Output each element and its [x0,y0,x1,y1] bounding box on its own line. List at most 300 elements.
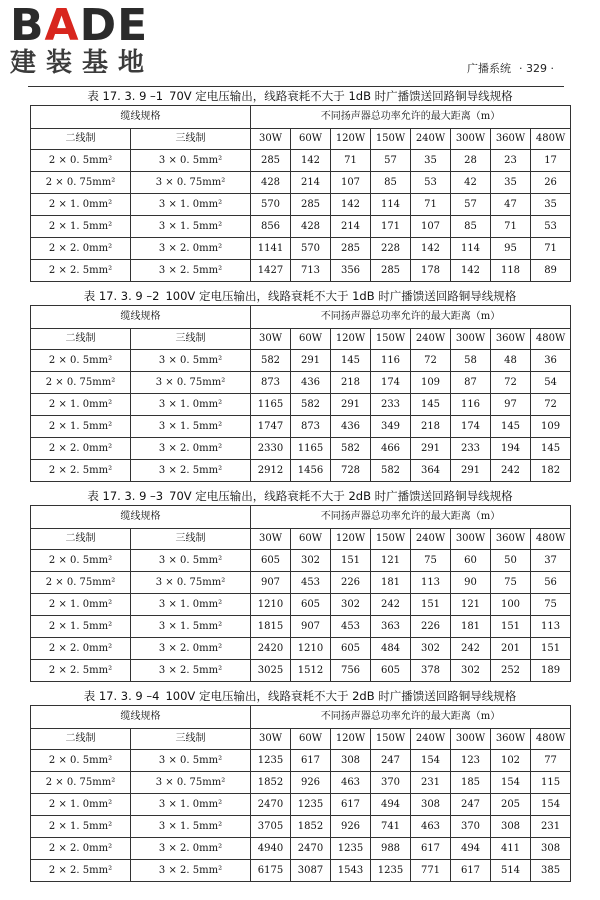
distance-cell: 582 [331,438,371,460]
distance-cell: 174 [371,372,411,394]
distance-cell: 53 [411,172,451,194]
distance-cell: 233 [451,438,491,460]
table-row [31,794,571,816]
col-header-cable-spec: 缆线规格 [31,706,251,729]
distance-cell: 114 [451,238,491,260]
distance-cell: 100 [491,594,531,616]
distance-cell: 2330 [251,438,291,460]
three-wire-spec: 3 × 0. 75mm² [131,772,251,794]
distance-cell: 453 [291,572,331,594]
distance-cell: 85 [371,172,411,194]
distance-cell: 142 [331,194,371,216]
col-header-power: 30W [251,329,291,350]
distance-cell: 181 [371,572,411,594]
distance-cell: 75 [491,572,531,594]
col-header-power: 150W [371,329,411,350]
distance-cell: 154 [531,794,571,816]
three-wire-spec: 3 × 1. 0mm² [131,194,251,216]
distance-cell: 1210 [251,594,291,616]
distance-cell: 116 [371,350,411,372]
distance-cell: 514 [491,860,531,882]
table-row [31,372,571,394]
table-number: 表 17. 3. 9 –3 [87,489,164,503]
distance-cell: 145 [411,394,451,416]
col-header-power: 240W [411,129,451,150]
table-row [31,150,571,172]
distance-cell: 77 [531,750,571,772]
table-row [31,572,571,594]
distance-cell: 2470 [291,838,331,860]
distance-cell: 411 [491,838,531,860]
distance-cell: 151 [531,638,571,660]
distance-cell: 17 [531,150,571,172]
distance-cell: 142 [451,260,491,282]
two-wire-spec: 2 × 2. 0mm² [31,438,131,460]
table-caption [30,288,570,305]
table-row [31,838,571,860]
distance-cell: 71 [331,150,371,172]
col-header-power: 30W [251,529,291,550]
page-header [467,60,554,76]
col-header-power: 120W [331,529,371,550]
three-wire-spec: 3 × 1. 0mm² [131,794,251,816]
two-wire-spec: 2 × 0. 5mm² [31,350,131,372]
distance-cell: 873 [251,372,291,394]
distance-cell: 363 [371,616,411,638]
col-header-two-wire: 二线制 [31,129,131,150]
distance-cell: 242 [451,638,491,660]
distance-cell: 3025 [251,660,291,682]
three-wire-spec: 3 × 2. 0mm² [131,638,251,660]
distance-cell: 242 [371,594,411,616]
col-header-power: 30W [251,129,291,150]
distance-cell: 90 [451,572,491,594]
distance-cell: 1235 [371,860,411,882]
col-header-max-distance: 不同扬声器总功率允许的最大距离（m） [251,306,571,329]
distance-cell: 771 [411,860,451,882]
distance-cell: 308 [411,794,451,816]
distance-cell: 58 [451,350,491,372]
distance-cell: 3087 [291,860,331,882]
col-header-three-wire: 三线制 [131,329,251,350]
two-wire-spec: 2 × 2. 5mm² [31,460,131,482]
distance-cell: 356 [331,260,371,282]
col-header-power: 240W [411,529,451,550]
distance-cell: 142 [291,150,331,172]
col-header-three-wire: 三线制 [131,729,251,750]
distance-cell: 291 [331,394,371,416]
distance-cell: 582 [251,350,291,372]
distance-cell: 907 [291,616,331,638]
distance-cell: 85 [451,216,491,238]
distance-cell: 97 [491,394,531,416]
table-title: 100V 定电压输出，线路衰耗不大于 1dB 时广播馈送回路铜导线规格 [165,289,517,303]
table-caption [30,88,570,105]
distance-cell: 113 [531,616,571,638]
table-row [31,416,571,438]
col-header-power: 150W [371,529,411,550]
distance-cell: 218 [331,372,371,394]
col-header-power: 300W [451,729,491,750]
distance-cell: 582 [291,394,331,416]
distance-cell: 926 [331,816,371,838]
distance-cell: 233 [371,394,411,416]
wire-spec-table [30,305,571,482]
three-wire-spec: 3 × 2. 0mm² [131,438,251,460]
two-wire-spec: 2 × 1. 0mm² [31,394,131,416]
col-header-power: 360W [491,129,531,150]
wire-spec-table [30,705,571,882]
distance-cell: 23 [491,150,531,172]
distance-cell: 907 [251,572,291,594]
two-wire-spec: 2 × 2. 0mm² [31,238,131,260]
table-row [31,394,571,416]
distance-cell: 466 [371,438,411,460]
table-row [31,750,571,772]
distance-cell: 226 [411,616,451,638]
col-header-two-wire: 二线制 [31,529,131,550]
distance-cell: 4940 [251,838,291,860]
distance-cell: 873 [291,416,331,438]
distance-cell: 349 [371,416,411,438]
distance-cell: 116 [451,394,491,416]
distance-cell: 2912 [251,460,291,482]
distance-cell: 728 [331,460,371,482]
distance-cell: 189 [531,660,571,682]
distance-cell: 226 [331,572,371,594]
distance-cell: 1235 [331,838,371,860]
two-wire-spec: 2 × 1. 5mm² [31,416,131,438]
distance-cell: 57 [451,194,491,216]
two-wire-spec: 2 × 1. 0mm² [31,194,131,216]
distance-cell: 285 [291,194,331,216]
distance-cell: 107 [331,172,371,194]
two-wire-spec: 2 × 0. 5mm² [31,150,131,172]
table-number: 表 17. 3. 9 –4 [83,689,160,703]
distance-cell: 75 [531,594,571,616]
table-row [31,350,571,372]
two-wire-spec: 2 × 0. 5mm² [31,550,131,572]
col-header-cable-spec: 缆线规格 [31,506,251,529]
logo [10,2,180,88]
two-wire-spec: 2 × 1. 0mm² [31,594,131,616]
table-row [31,172,571,194]
distance-cell: 1852 [291,816,331,838]
distance-cell: 291 [291,350,331,372]
two-wire-spec: 2 × 0. 75mm² [31,372,131,394]
distance-cell: 285 [331,238,371,260]
distance-cell: 436 [331,416,371,438]
three-wire-spec: 3 × 2. 5mm² [131,660,251,682]
col-header-power: 150W [371,729,411,750]
distance-cell: 302 [331,594,371,616]
distance-cell: 252 [491,660,531,682]
three-wire-spec: 3 × 1. 5mm² [131,216,251,238]
distance-cell: 181 [451,616,491,638]
table-title: 70V 定电压输出，线路衰耗不大于 1dB 时广播馈送回路铜导线规格 [169,89,513,103]
three-wire-spec: 3 × 0. 5mm² [131,350,251,372]
distance-cell: 1165 [251,394,291,416]
distance-cell: 35 [531,194,571,216]
table-row [31,194,571,216]
three-wire-spec: 3 × 1. 0mm² [131,594,251,616]
table-number: 表 17. 3. 9 –2 [83,289,160,303]
col-header-power: 480W [531,529,571,550]
distance-cell: 291 [451,460,491,482]
distance-cell: 60 [451,550,491,572]
distance-cell: 1747 [251,416,291,438]
distance-cell: 37 [531,550,571,572]
wire-spec-table [30,505,571,682]
distance-cell: 47 [491,194,531,216]
distance-cell: 428 [291,216,331,238]
distance-cell: 95 [491,238,531,260]
distance-cell: 2420 [251,638,291,660]
distance-cell: 242 [491,460,531,482]
distance-cell: 174 [451,416,491,438]
col-header-max-distance: 不同扬声器总功率允许的最大距离（m） [251,106,571,129]
three-wire-spec: 3 × 0. 75mm² [131,172,251,194]
two-wire-spec: 2 × 1. 5mm² [31,816,131,838]
distance-cell: 6175 [251,860,291,882]
distance-cell: 1852 [251,772,291,794]
three-wire-spec: 3 × 0. 5mm² [131,750,251,772]
col-header-power: 360W [491,529,531,550]
distance-cell: 194 [491,438,531,460]
distance-cell: 53 [531,216,571,238]
col-header-power: 150W [371,129,411,150]
two-wire-spec: 2 × 1. 5mm² [31,216,131,238]
distance-cell: 378 [411,660,451,682]
distance-cell: 113 [411,572,451,594]
distance-cell: 35 [411,150,451,172]
distance-cell: 1543 [331,860,371,882]
distance-cell: 453 [331,616,371,638]
distance-cell: 71 [411,194,451,216]
col-header-two-wire: 二线制 [31,729,131,750]
distance-cell: 171 [371,216,411,238]
table-row [31,816,571,838]
table-row [31,460,571,482]
two-wire-spec: 2 × 2. 0mm² [31,638,131,660]
col-header-power: 360W [491,329,531,350]
header-rule [28,86,564,87]
table-title: 100V 定电压输出，线路衰耗不大于 2dB 时广播馈送回路铜导线规格 [165,689,517,703]
distance-cell: 302 [411,638,451,660]
three-wire-spec: 3 × 2. 5mm² [131,460,251,482]
distance-cell: 1235 [251,750,291,772]
three-wire-spec: 3 × 1. 5mm² [131,416,251,438]
distance-cell: 42 [451,172,491,194]
table-number: 表 17. 3. 9 –1 [87,89,164,103]
col-header-power: 240W [411,729,451,750]
three-wire-spec: 3 × 2. 0mm² [131,238,251,260]
distance-cell: 145 [331,350,371,372]
distance-cell: 713 [291,260,331,282]
distance-cell: 385 [531,860,571,882]
distance-cell: 118 [491,260,531,282]
col-header-power: 120W [331,729,371,750]
distance-cell: 121 [371,550,411,572]
distance-cell: 72 [491,372,531,394]
three-wire-spec: 3 × 1. 5mm² [131,816,251,838]
distance-cell: 214 [291,172,331,194]
distance-cell: 50 [491,550,531,572]
table-caption [30,488,570,505]
col-header-two-wire: 二线制 [31,329,131,350]
distance-cell: 28 [451,150,491,172]
col-header-three-wire: 三线制 [131,129,251,150]
three-wire-spec: 3 × 2. 5mm² [131,260,251,282]
distance-cell: 370 [451,816,491,838]
distance-cell: 302 [451,660,491,682]
distance-cell: 71 [491,216,531,238]
three-wire-spec: 3 × 1. 5mm² [131,616,251,638]
distance-cell: 182 [531,460,571,482]
table-row [31,616,571,638]
distance-cell: 102 [491,750,531,772]
table-row [31,260,571,282]
col-header-max-distance: 不同扬声器总功率允许的最大距离（m） [251,506,571,529]
two-wire-spec: 2 × 2. 5mm² [31,260,131,282]
three-wire-spec: 3 × 1. 0mm² [131,394,251,416]
col-header-max-distance: 不同扬声器总功率允许的最大距离（m） [251,706,571,729]
distance-cell: 308 [531,838,571,860]
distance-cell: 605 [331,638,371,660]
distance-cell: 247 [451,794,491,816]
distance-cell: 1235 [291,794,331,816]
distance-cell: 494 [451,838,491,860]
distance-cell: 1512 [291,660,331,682]
distance-cell: 291 [411,438,451,460]
col-header-cable-spec: 缆线规格 [31,306,251,329]
distance-cell: 72 [411,350,451,372]
distance-cell: 26 [531,172,571,194]
col-header-power: 120W [331,129,371,150]
col-header-power: 60W [291,529,331,550]
three-wire-spec: 3 × 0. 5mm² [131,550,251,572]
distance-cell: 114 [371,194,411,216]
distance-cell: 75 [411,550,451,572]
two-wire-spec: 2 × 0. 5mm² [31,750,131,772]
col-header-power: 120W [331,329,371,350]
distance-cell: 285 [371,260,411,282]
col-header-three-wire: 三线制 [131,529,251,550]
distance-cell: 36 [531,350,571,372]
logo-letter-b: B [10,0,45,51]
distance-cell: 151 [491,616,531,638]
distance-cell: 185 [451,772,491,794]
distance-cell: 605 [251,550,291,572]
distance-cell: 115 [531,772,571,794]
table-row [31,216,571,238]
distance-cell: 1815 [251,616,291,638]
distance-cell: 1141 [251,238,291,260]
col-header-power: 300W [451,329,491,350]
three-wire-spec: 3 × 0. 75mm² [131,372,251,394]
col-header-power: 480W [531,729,571,750]
distance-cell: 988 [371,838,411,860]
distance-cell: 247 [371,750,411,772]
table-caption [30,688,570,705]
two-wire-spec: 2 × 2. 5mm² [31,860,131,882]
table-row [31,860,571,882]
table-title: 70V 定电压输出，线路衰耗不大于 2dB 时广播馈送回路铜导线规格 [169,489,513,503]
logo-wordmark [10,2,180,50]
distance-cell: 151 [411,594,451,616]
page-content [30,88,570,888]
col-header-power: 60W [291,329,331,350]
two-wire-spec: 2 × 2. 0mm² [31,838,131,860]
distance-cell: 109 [531,416,571,438]
distance-cell: 756 [331,660,371,682]
col-header-power: 60W [291,729,331,750]
col-header-power: 60W [291,129,331,150]
distance-cell: 71 [531,238,571,260]
distance-cell: 463 [411,816,451,838]
distance-cell: 123 [451,750,491,772]
distance-cell: 228 [371,238,411,260]
distance-cell: 214 [331,216,371,238]
wire-spec-table [30,105,571,282]
col-header-power: 240W [411,329,451,350]
distance-cell: 231 [411,772,451,794]
distance-cell: 2470 [251,794,291,816]
distance-cell: 54 [531,372,571,394]
distance-cell: 56 [531,572,571,594]
three-wire-spec: 3 × 0. 75mm² [131,572,251,594]
logo-subtitle: 建装基地 [10,48,155,78]
table-row [31,238,571,260]
table-row [31,550,571,572]
distance-cell: 617 [451,860,491,882]
distance-cell: 605 [371,660,411,682]
distance-cell: 201 [491,638,531,660]
distance-cell: 1210 [291,638,331,660]
distance-cell: 72 [531,394,571,416]
distance-cell: 109 [411,372,451,394]
distance-cell: 1456 [291,460,331,482]
distance-cell: 121 [451,594,491,616]
distance-cell: 570 [291,238,331,260]
col-header-cable-spec: 缆线规格 [31,106,251,129]
distance-cell: 178 [411,260,451,282]
distance-cell: 436 [291,372,331,394]
distance-cell: 605 [291,594,331,616]
col-header-power: 300W [451,529,491,550]
col-header-power: 360W [491,729,531,750]
distance-cell: 741 [371,816,411,838]
distance-cell: 231 [531,816,571,838]
distance-cell: 926 [291,772,331,794]
distance-cell: 463 [331,772,371,794]
distance-cell: 1427 [251,260,291,282]
distance-cell: 370 [371,772,411,794]
section-name: 广播系统 [467,62,512,75]
col-header-power: 300W [451,129,491,150]
two-wire-spec: 2 × 1. 5mm² [31,616,131,638]
distance-cell: 154 [411,750,451,772]
table-row [31,594,571,616]
distance-cell: 145 [491,416,531,438]
distance-cell: 364 [411,460,451,482]
distance-cell: 285 [251,150,291,172]
distance-cell: 107 [411,216,451,238]
distance-cell: 89 [531,260,571,282]
logo-letters-de: DE [79,0,149,51]
col-header-power: 480W [531,329,571,350]
two-wire-spec: 2 × 0. 75mm² [31,572,131,594]
